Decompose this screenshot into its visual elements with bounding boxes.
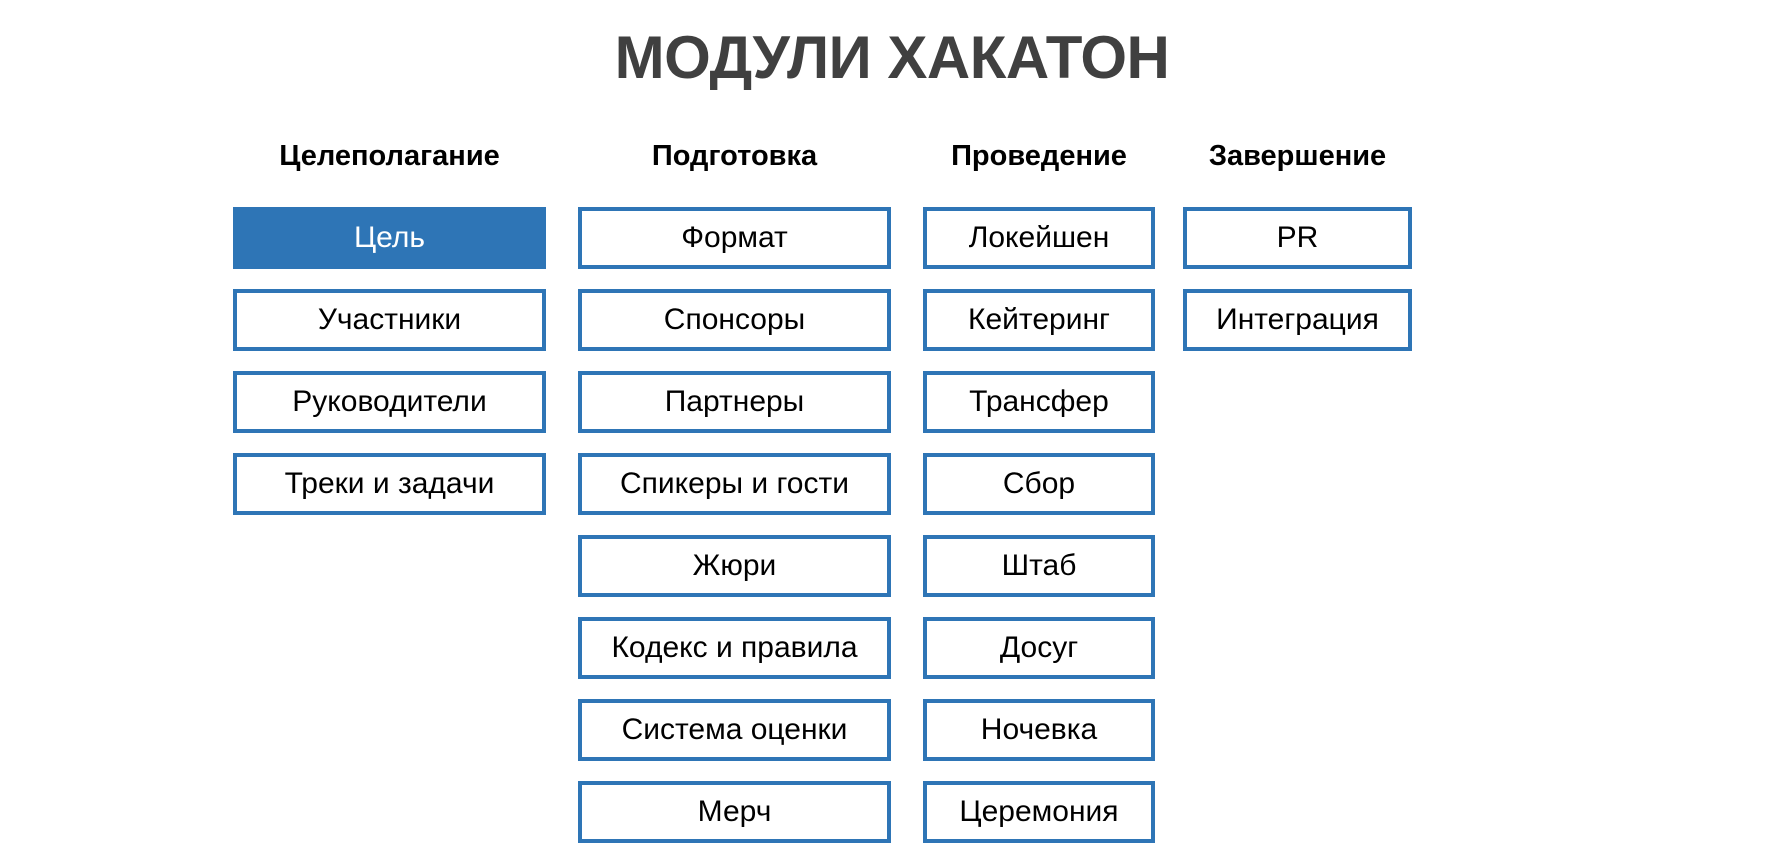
module-box-tracks[interactable]: Треки и задачи	[233, 453, 546, 515]
page-title: МОДУЛИ ХАКАТОН	[614, 24, 1170, 91]
column-header: Завершение	[1208, 140, 1387, 172]
module-box-gathering[interactable]: Сбор	[923, 453, 1155, 515]
module-box-leaders[interactable]: Руководители	[233, 371, 546, 433]
module-box-speakers[interactable]: Спикеры и гости	[578, 453, 891, 515]
module-box-catering[interactable]: Кейтеринг	[923, 289, 1155, 351]
column-goal-setting	[233, 136, 546, 535]
module-box-transfer[interactable]: Трансфер	[923, 371, 1155, 433]
column-header: Целеполагание	[279, 140, 500, 172]
module-box-jury[interactable]: Жюри	[578, 535, 891, 597]
column-header: Подготовка	[651, 140, 818, 172]
module-box-code-rules[interactable]: Кодекс и правила	[578, 617, 891, 679]
module-box-goal[interactable]: Цель	[233, 207, 546, 269]
module-box-leisure[interactable]: Досуг	[923, 617, 1155, 679]
column-completion	[1183, 136, 1412, 371]
module-box-scoring[interactable]: Система оценки	[578, 699, 891, 761]
module-box-ceremony[interactable]: Церемония	[923, 781, 1155, 843]
module-box-pr[interactable]: PR	[1183, 207, 1412, 269]
module-box-hq[interactable]: Штаб	[923, 535, 1155, 597]
column-header: Проведение	[951, 140, 1127, 172]
module-box-sponsors[interactable]: Спонсоры	[578, 289, 891, 351]
column-execution	[923, 136, 1155, 853]
module-box-integration[interactable]: Интеграция	[1183, 289, 1412, 351]
module-box-format[interactable]: Формат	[578, 207, 891, 269]
module-box-location[interactable]: Локейшен	[923, 207, 1155, 269]
column-preparation	[578, 136, 891, 853]
module-box-merch[interactable]: Мерч	[578, 781, 891, 843]
module-box-participants[interactable]: Участники	[233, 289, 546, 351]
module-box-overnight[interactable]: Ночевка	[923, 699, 1155, 761]
module-box-partners[interactable]: Партнеры	[578, 371, 891, 433]
